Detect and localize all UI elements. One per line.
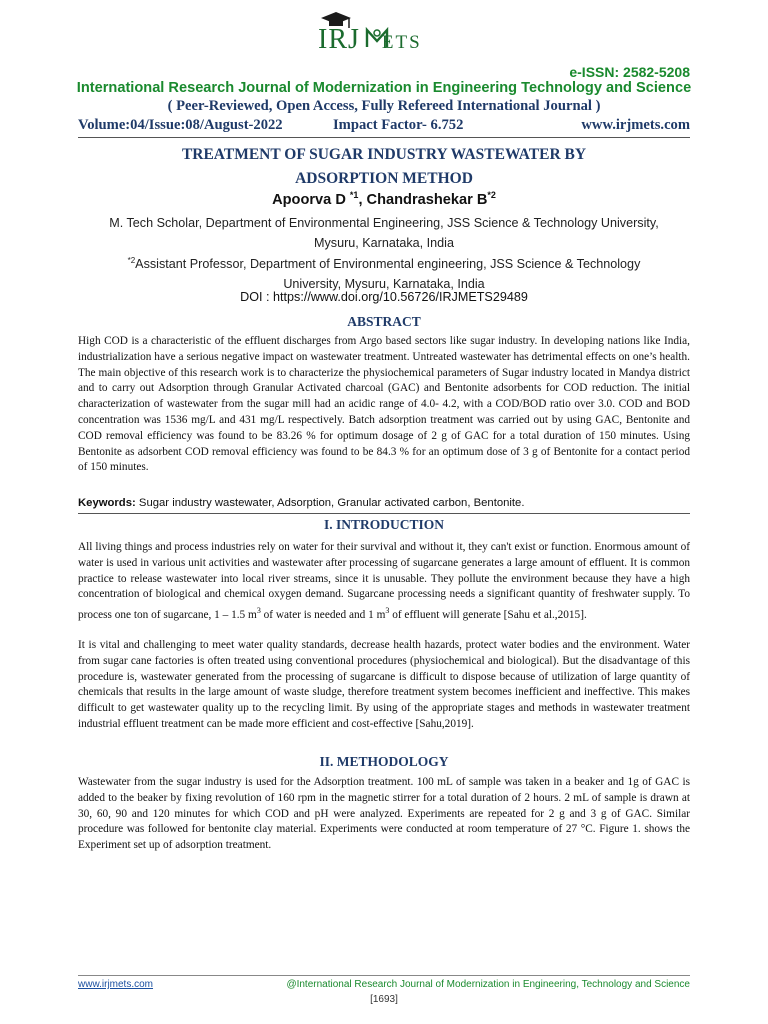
volume-issue: Volume:04/Issue:08/August-2022 — [78, 117, 283, 133]
keywords — [78, 497, 690, 509]
author-2-marker: *2 — [487, 190, 496, 200]
volume-row — [78, 117, 690, 135]
affiliation-1-line-1: M. Tech Scholar, Department of Environmental Engineering, JSS Science & Technology University, — [109, 216, 659, 230]
logo-wordmark: IRJ ETS — [318, 24, 422, 55]
methodology-paragraph: Wastewater from the sugar industry is used for the Adsorption treatment. 100 mL of sample was taken in a beaker and 1g of GAC is added to the beaker by fixing revolution of 160 rpm in the magnetic stirrer for a total duration of 2 hours. 2 mL of sample is drawn at 30, 60, 90 and 120 minutes for which COD and pH were analyzed. Experiments are repeated for 2 g and 3 g of GAC. Similar procedure was followed for bentonite clay material. Experiments were conducted at room temperature of 27 °C. Figure 1. shows the Experiment set up of adsorption treatment. — [78, 776, 690, 852]
abstract-text: High COD is a characteristic of the effluent discharges from Argo based sectors like sugar industry. In developing nations like India, industrialization have a serious negative impact on wastewater treatment. Untreated wastewater has detrimental effects on one’s health. The main objective of this research work is to characterize the physiochemical parameters of Sugar industry located in Mandya district and to carry out Adsorption through Granular Activated charcoal (GAC) and Bentonite adsorbents for COD reduction. The initial characterization of wastewater from the sugar mill had an acidic range of 4.0- 4.2, with a COD/BOD ratio over 3.0. COD and BOD concentration was 1536 mg/L and 431 mg/L respectively. Batch adsorption treatment was carried out by using GAC, Bentonite and COD removal efficiency was found to be 83.26 % for optimum dosage of 2 g of GAC for a total duration of 150 minutes. Using Bentonite as adsorbent COD removal efficiency was found to be 84.3 % for an optimum dose of 3 g of Bentonite for a contact period of 150 minutes. — [78, 335, 690, 474]
abstract-heading: ABSTRACT — [347, 314, 421, 329]
journal-subtitle: ( Peer-Reviewed, Open Access, Fully Refereed International Journal ) — [167, 98, 601, 114]
title-line-1: TREATMENT OF SUGAR INDUSTRY WASTEWATER BY — [181, 146, 587, 163]
journal-logo — [318, 6, 458, 54]
author-2: , Chandrashekar B — [358, 191, 488, 208]
footer-website-link[interactable]: www.irjmets.com — [78, 979, 154, 990]
footer-divider — [78, 975, 690, 976]
doi-link[interactable]: DOI : https://www.doi.org/10.56726/IRJMETS29489 — [240, 290, 528, 304]
footer-copyright: @International Research Journal of Modernization in Engineering, Technology and Science — [286, 979, 690, 990]
paper-title — [60, 143, 708, 191]
abstract-divider — [78, 513, 690, 514]
affiliation-2-marker: *2 — [127, 256, 136, 265]
page-number: [1693] — [370, 994, 398, 1005]
header-website[interactable]: www.irjmets.com — [581, 117, 690, 133]
affiliation-2 — [60, 251, 708, 294]
author-1: Apoorva D — [272, 191, 350, 208]
author-1-marker: *1 — [349, 190, 359, 200]
title-line-2: ADSORPTION METHOD — [295, 170, 473, 187]
affiliation-2-line-2: University, Mysuru, Karnataka, India — [283, 277, 485, 292]
authors — [0, 190, 768, 208]
keywords-label: Keywords: — [78, 497, 136, 509]
keywords-list: Sugar industry wastewater, Adsorption, Granular activated carbon, Bentonite. — [135, 497, 525, 509]
header-divider — [78, 137, 690, 138]
issn: e-ISSN: 2582-5208 — [569, 64, 690, 80]
affiliation-1 — [60, 213, 708, 253]
logo-m-glyph — [365, 27, 389, 49]
introduction-paragraph-1: All living things and process industries rely on water for their survival and without it, they can't exist or function. Enormous amount of water is used in various unit activities and wastewater after processing of sugarcane generates a large amount of effluent. It is common practice to release wastewater into local river streams, since it is unusable. They pollute the environment because they have a high concentration of biological and chemical oxygen demand. Sugarcane processing needs a significant quantity of freshwater supply. To process one ton of sugarcane, 1 – 1.5 $m^3$ of water is needed and 1 $m^3$ of effluent will generate [Sahu et al.,2015]. — [78, 541, 690, 621]
introduction-heading: I. INTRODUCTION — [323, 517, 445, 532]
introduction-paragraph-2: It is vital and challenging to meet water quality standards, decrease health hazards, protect water bodies and the environment. Water from sugar cane factories is often treated using conventional procedures (physiochemical and biological). But the disadvantage of this procedure is, wastewater generated from the processing of sugarcane is difficult to dispose because of utilization of large quantity of chemicals that results in the large amount of waste sludge, therefore treatment system becomes inefficient and ineffective. This makes difficult to get wastewater quality up to the recycling limit. By using of the appropriate stages and methods in wastewater treatment industrial effluent treatment can be made more efficient and cost-effective [Sahu,2019]. — [78, 639, 690, 730]
affiliation-2-line-1: Assistant Professor, Department of Environmental engineering, JSS Science & Technology — [135, 257, 641, 272]
methodology-heading: II. METHODOLOGY — [319, 754, 449, 769]
journal-name: International Research Journal of Modernization in Engineering Technology and Science — [76, 80, 692, 96]
impact-factor: Impact Factor- 6.752 — [333, 117, 464, 133]
affiliation-1-line-2: Mysuru, Karnataka, India — [313, 236, 454, 250]
